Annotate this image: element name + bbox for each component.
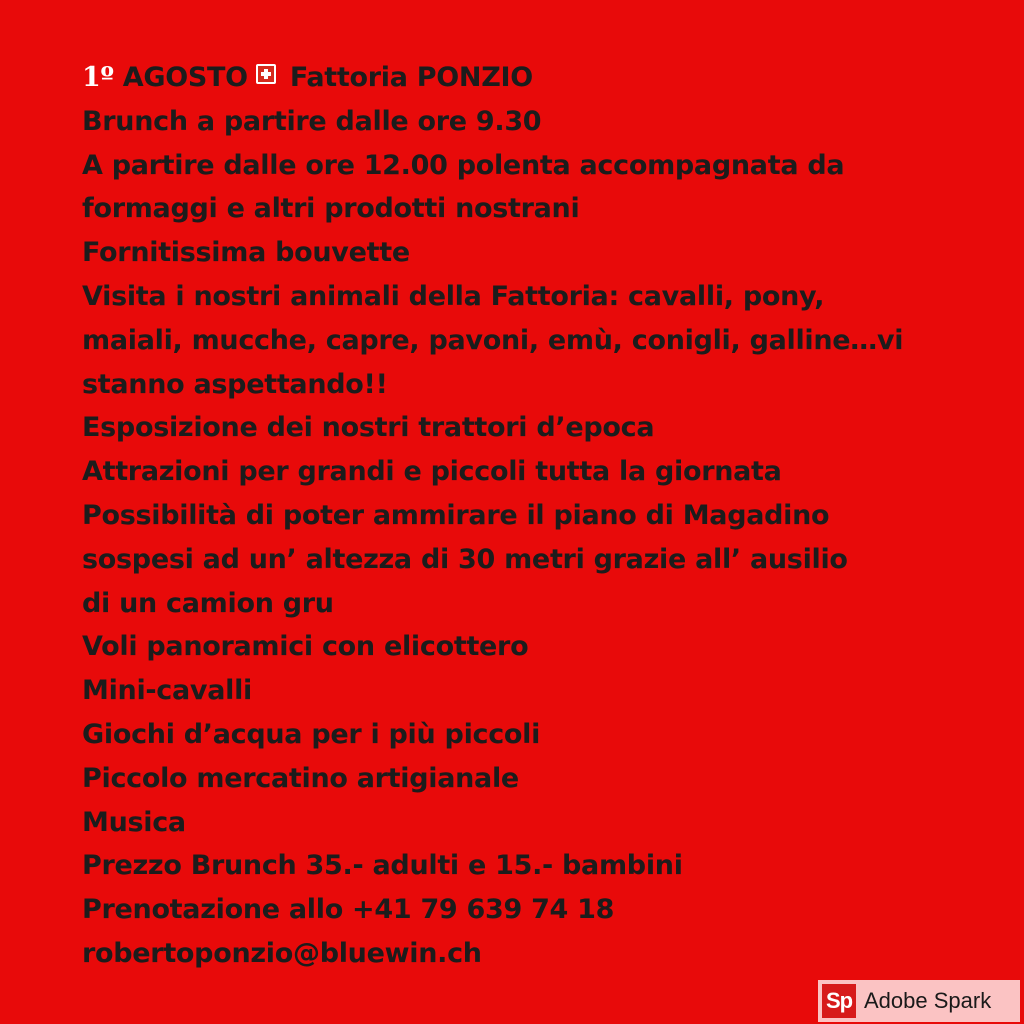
date-month: AGOSTO: [122, 62, 248, 93]
poster-line: Fornitissima bouvette: [82, 237, 410, 269]
poster-line: Visita i nostri animali della Fattoria: cavalli, pony,: [82, 280, 825, 312]
adobe-spark-logo-icon: Sp: [822, 984, 856, 1018]
poster-line: Piccolo mercatino artigianale: [82, 762, 519, 794]
adobe-spark-watermark: [818, 980, 1020, 1022]
poster-text: [82, 56, 1002, 976]
poster-line: Musica: [82, 806, 186, 838]
poster-line: Prezzo Brunch 35.- adulti e 15.- bambini: [82, 850, 683, 882]
poster-line: Possibilità di poter ammirare il piano di Magadino: [82, 499, 830, 531]
poster-line: Mini-cavalli: [82, 675, 253, 707]
poster-line: di un camion gru: [82, 587, 334, 619]
poster-line: Voli panoramici con elicottero: [82, 631, 529, 663]
poster-heading: [82, 56, 1002, 100]
poster-line: Giochi d’acqua per i più piccoli: [82, 718, 541, 750]
poster-line: Esposizione dei nostri trattori d’epoca: [82, 412, 655, 444]
poster-line: maiali, mucche, capre, pavoni, emù, conigli, galline…vi: [82, 324, 904, 356]
poster-line: Prenotazione allo +41 79 639 74 18: [82, 894, 615, 926]
poster-line: A partire dalle ore 12.00 polenta accompagnata da: [82, 149, 845, 181]
poster-line: stanno aspettando!!: [82, 368, 388, 400]
date-day: 1º: [82, 62, 114, 93]
contact-email: robertoponzio@bluewin.ch: [82, 937, 482, 969]
venue-name: Fattoria PONZIO: [289, 62, 533, 93]
watermark-label: Adobe Spark: [864, 988, 992, 1013]
poster-line: sospesi ad un’ altezza di 30 metri grazie all’ ausilio: [82, 543, 848, 575]
swiss-flag-icon: [256, 64, 276, 84]
poster-line: Attrazioni per grandi e piccoli tutta la giornata: [82, 456, 782, 488]
poster-line: Brunch a partire dalle ore 9.30: [82, 105, 542, 137]
poster-line: formaggi e altri prodotti nostrani: [82, 193, 580, 225]
